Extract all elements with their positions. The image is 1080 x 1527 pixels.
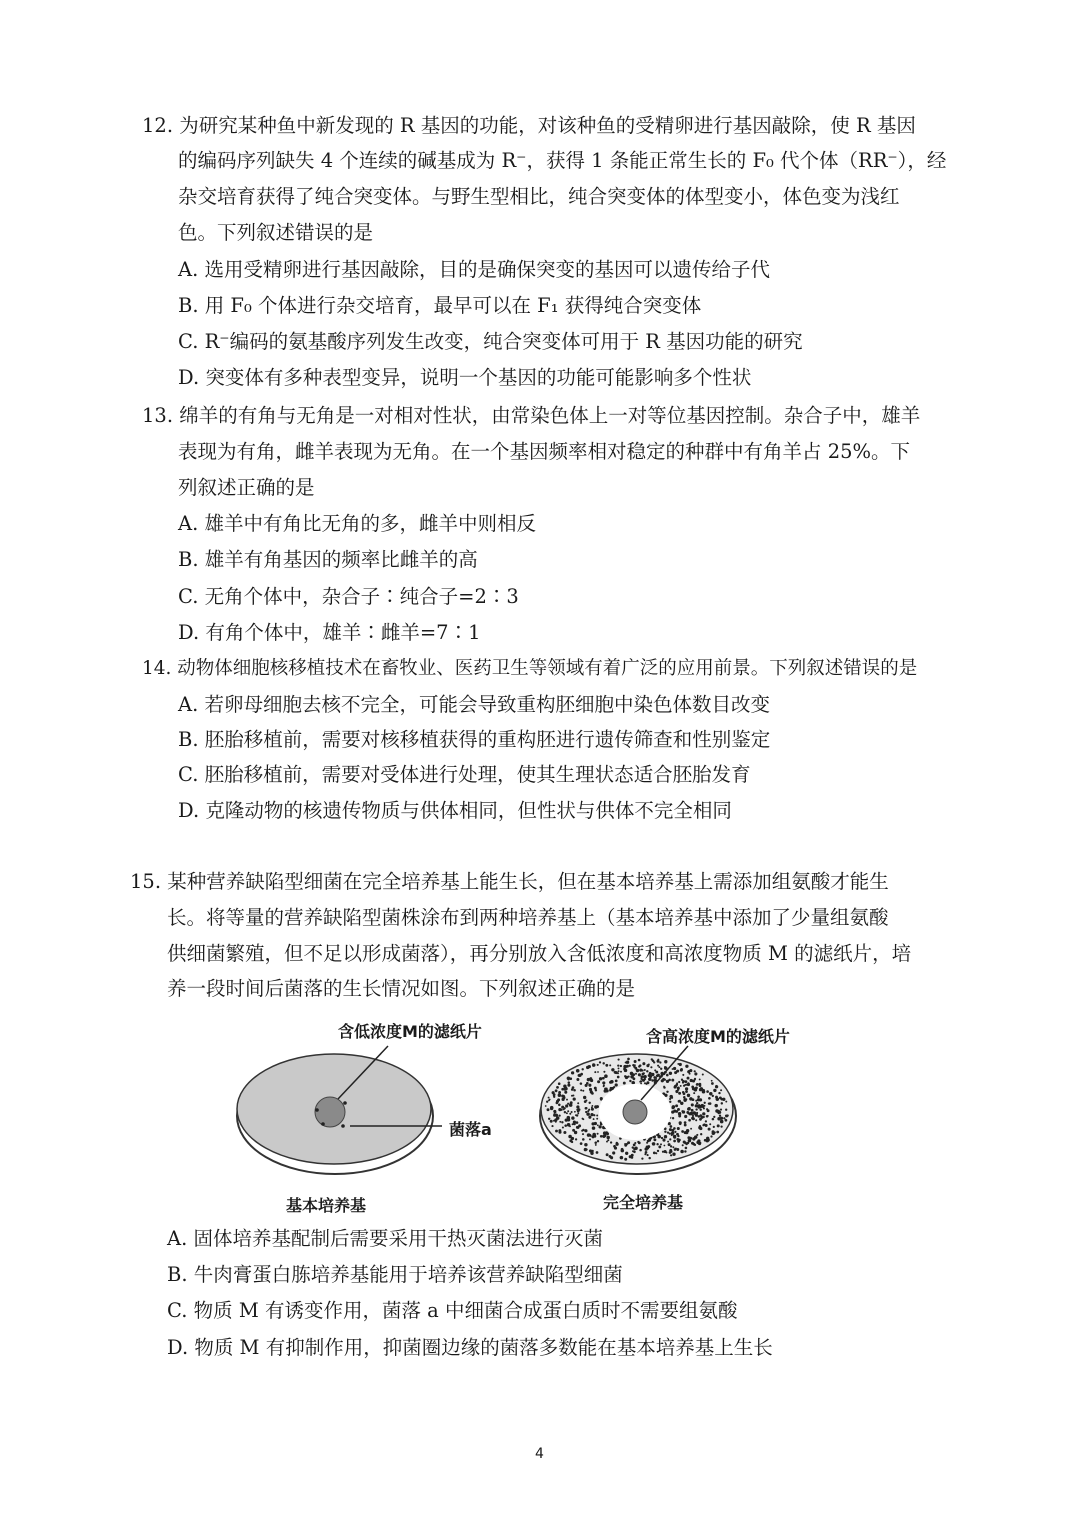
q14-option-c: C. 胚胎移植前，需要对受体进行处理，使其生理状态适合胚胎发育 bbox=[178, 763, 751, 786]
q14-option-b: B. 胚胎移植前，需要对核移植获得的重构胚进行遗传筛查和性别鉴定 bbox=[178, 728, 771, 751]
complete-medium-dish bbox=[540, 1046, 736, 1174]
q15-line-1: 15. 某种营养缺陷型细菌在完全培养基上能生长，但在基本培养基上需添加组氨酸才能生 bbox=[130, 870, 889, 893]
basic-medium-dish bbox=[237, 1046, 442, 1174]
label-low-concentration-disc: 含低浓度M的滤纸片 bbox=[338, 1022, 482, 1041]
q13-option-d: D. 有角个体中，雄羊∶雌羊=7∶1 bbox=[178, 621, 481, 644]
q15-line-2: 长。将等量的营养缺陷型菌株涂布到两种培养基上（基本培养基中添加了少量组氨酸 bbox=[167, 906, 889, 929]
label-basic-medium: 基本培养基 bbox=[286, 1196, 367, 1215]
q12-line-3: 杂交培育获得了纯合突变体。与野生型相比，纯合突变体的体型变小，体色变为浅红 bbox=[178, 185, 900, 208]
label-high-concentration-disc: 含高浓度M的滤纸片 bbox=[646, 1027, 790, 1046]
page-number: 4 bbox=[535, 1446, 544, 1462]
q13-option-c: C. 无角个体中，杂合子∶纯合子=2∶3 bbox=[178, 585, 519, 608]
q12-line-2: 的编码序列缺失 4 个连续的碱基成为 R⁻，获得 1 条能正常生长的 F₀ 代个体（RR⁻），经 bbox=[178, 149, 947, 172]
q12-line-1: 12. 为研究某种鱼中新发现的 R 基因的功能，对该种鱼的受精卵进行基因敲除，使 R 基因 bbox=[142, 114, 916, 137]
q12-line-4: 色。下列叙述错误的是 bbox=[178, 221, 374, 244]
q15-option-a: A. 固体培养基配制后需要采用干热灭菌法进行灭菌 bbox=[167, 1227, 603, 1250]
q12-option-d: D. 突变体有多种表型变异，说明一个基因的功能可能影响多个性状 bbox=[178, 366, 752, 389]
q13-line-2: 表现为有角，雌羊表现为无角。在一个基因频率相对稳定的种群中有角羊占 25%。下 bbox=[178, 440, 911, 463]
q15-line-3: 供细菌繁殖，但不足以形成菌落），再分别放入含低浓度和高浓度物质 M 的滤纸片，培 bbox=[167, 942, 912, 965]
q15-option-d: D. 物质 M 有抑制作用，抑菌圈边缘的菌落多数能在基本培养基上生长 bbox=[167, 1336, 773, 1359]
q13-line-3: 列叙述正确的是 bbox=[178, 476, 315, 499]
q13-option-b: B. 雄羊有角基因的频率比雌羊的高 bbox=[178, 548, 478, 571]
q15-option-b: B. 牛肉膏蛋白胨培养基能用于培养该营养缺陷型细菌 bbox=[167, 1263, 623, 1286]
q13-option-a: A. 雄羊中有角比无角的多，雌羊中则相反 bbox=[178, 512, 536, 535]
q12-option-c: C. R⁻编码的氨基酸序列发生改变，纯合突变体可用于 R 基因功能的研究 bbox=[178, 330, 803, 353]
q13-line-1: 13. 绵羊的有角与无角是一对相对性状，由常染色体上一对等位基因控制。杂合子中，雄羊 bbox=[142, 404, 921, 427]
q14-line-1: 14. 动物体细胞核移植技术在畜牧业、医药卫生等领域有着广泛的应用前景。下列叙述错误的是 bbox=[142, 658, 918, 679]
q12-option-a: A. 选用受精卵进行基因敲除，目的是确保突变的基因可以遗传给子代 bbox=[178, 258, 770, 281]
label-colony-a: 菌落a bbox=[449, 1120, 492, 1139]
q15-line-4: 养一段时间后菌落的生长情况如图。下列叙述正确的是 bbox=[167, 977, 636, 1000]
q14-option-d: D. 克隆动物的核遗传物质与供体相同，但性状与供体不完全相同 bbox=[178, 799, 732, 822]
label-complete-medium: 完全培养基 bbox=[603, 1193, 684, 1212]
q15-option-c: C. 物质 M 有诱变作用，菌落 a 中细菌合成蛋白质时不需要组氨酸 bbox=[167, 1299, 738, 1322]
q14-option-a: A. 若卵母细胞去核不完全，可能会导致重构胚细胞中染色体数目改变 bbox=[178, 693, 770, 716]
q12-option-b: B. 用 F₀ 个体进行杂交培育，最早可以在 F₁ 获得纯合突变体 bbox=[178, 294, 702, 317]
